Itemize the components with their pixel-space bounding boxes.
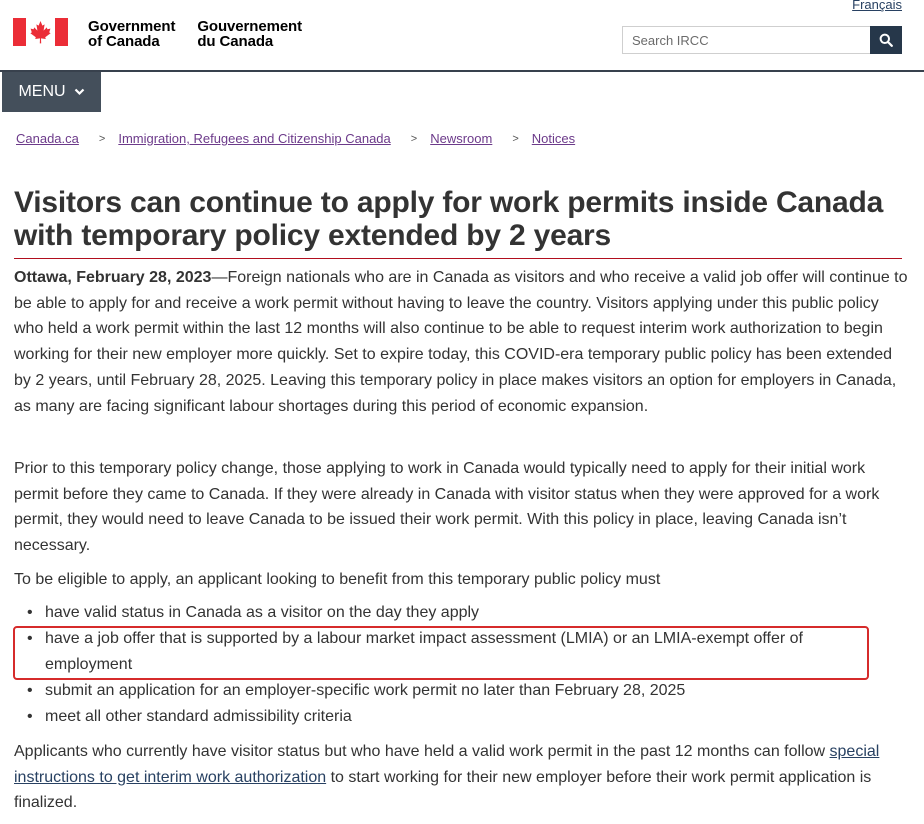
breadcrumb-separator: >	[98, 132, 106, 145]
list-item: • submit an application for an employer-specific work permit no later than February 28, 2025	[14, 678, 854, 704]
chevron-down-icon	[74, 88, 85, 96]
search-icon	[879, 33, 893, 47]
breadcrumb	[16, 131, 575, 146]
dateline: Ottawa, February 28, 2023	[14, 269, 212, 286]
page-title: Visitors can continue to apply for work permits inside Canada with temporary policy extended by 2 years	[14, 186, 902, 259]
paragraph-1-text: Foreign nationals who are in Canada as visitors and who receive a valid job offer will continue to be able to apply for and receive a work permit without having to leave the country. Visitors applying under this public policy who held a work permit within the last 12 months will also continue to be able to request interim work authorization to begin working for their new employer more quickly. Set to expire today, this COVID-era temporary public policy has been extended by 2 years, until February 28, 2025. Leaving this temporary policy in place makes visitors an option for employers in Canada, as many are facing significant labour shortages during this period of economic expansion.	[14, 269, 908, 415]
breadcrumb-notices[interactable]: Notices	[531, 131, 576, 146]
breadcrumb-newsroom[interactable]: Newsroom	[430, 131, 493, 146]
signature-en-line1: Government	[88, 18, 176, 35]
article-paragraph-3: To be eligible to apply, an applicant looking to benefit from this temporary public policy must	[14, 571, 661, 588]
header-divider	[0, 70, 924, 72]
signature-french	[197, 19, 302, 49]
search-button[interactable]	[870, 26, 902, 54]
dateline-dash: —	[211, 269, 228, 286]
article-paragraph-4	[14, 739, 908, 816]
list-item: • meet all other standard admissibility criteria	[14, 704, 854, 730]
article-paragraph-1	[14, 265, 908, 419]
breadcrumb-ircc[interactable]: Immigration, Refugees and Citizenship Canada	[118, 131, 391, 146]
signature-english	[88, 19, 175, 49]
breadcrumb-canada-ca[interactable]: Canada.ca	[16, 131, 79, 146]
canada-flag-icon	[13, 18, 68, 46]
search-input[interactable]	[622, 26, 870, 54]
government-signature[interactable]	[13, 18, 302, 49]
list-item: • have a job offer that is supported by a labour market impact assessment (LMIA) or an LMIA-exempt offer of employment	[14, 626, 854, 678]
search-form	[622, 26, 902, 54]
interim-work-authorization-link[interactable]: special instructions to get interim work authorization	[14, 743, 880, 786]
signature-fr-line1: Gouvernement	[197, 18, 303, 35]
menu-button[interactable]	[2, 72, 101, 112]
site-header	[0, 0, 924, 70]
language-toggle-link[interactable]: Français	[852, 0, 902, 12]
paragraph-4-text-after: to start working for their new employer before their work permit application is finalized.	[14, 768, 872, 812]
breadcrumb-separator: >	[410, 132, 418, 145]
breadcrumb-separator: >	[512, 132, 519, 145]
menu-label: MENU	[18, 83, 66, 100]
list-item: • have valid status in Canada as a visitor on the day they apply	[14, 600, 854, 626]
signature-en-line2: of Canada	[88, 33, 160, 50]
article-paragraph-2: Prior to this temporary policy change, those applying to work in Canada would typically need to apply for their initial work permit before they came to Canada. If they were already in Canada with visitor status when they were approved for a work permit, they would need to leave Canada to be issued their work permit. With this policy in place, leaving Canada isn’t necessary.	[14, 460, 880, 555]
signature-fr-line2: du Canada	[197, 33, 274, 50]
highlight-annotation-box	[13, 626, 869, 680]
paragraph-4-text-before: Applicants who currently have visitor status but who have held a valid work permit in the past 12 months can follow	[14, 743, 830, 760]
